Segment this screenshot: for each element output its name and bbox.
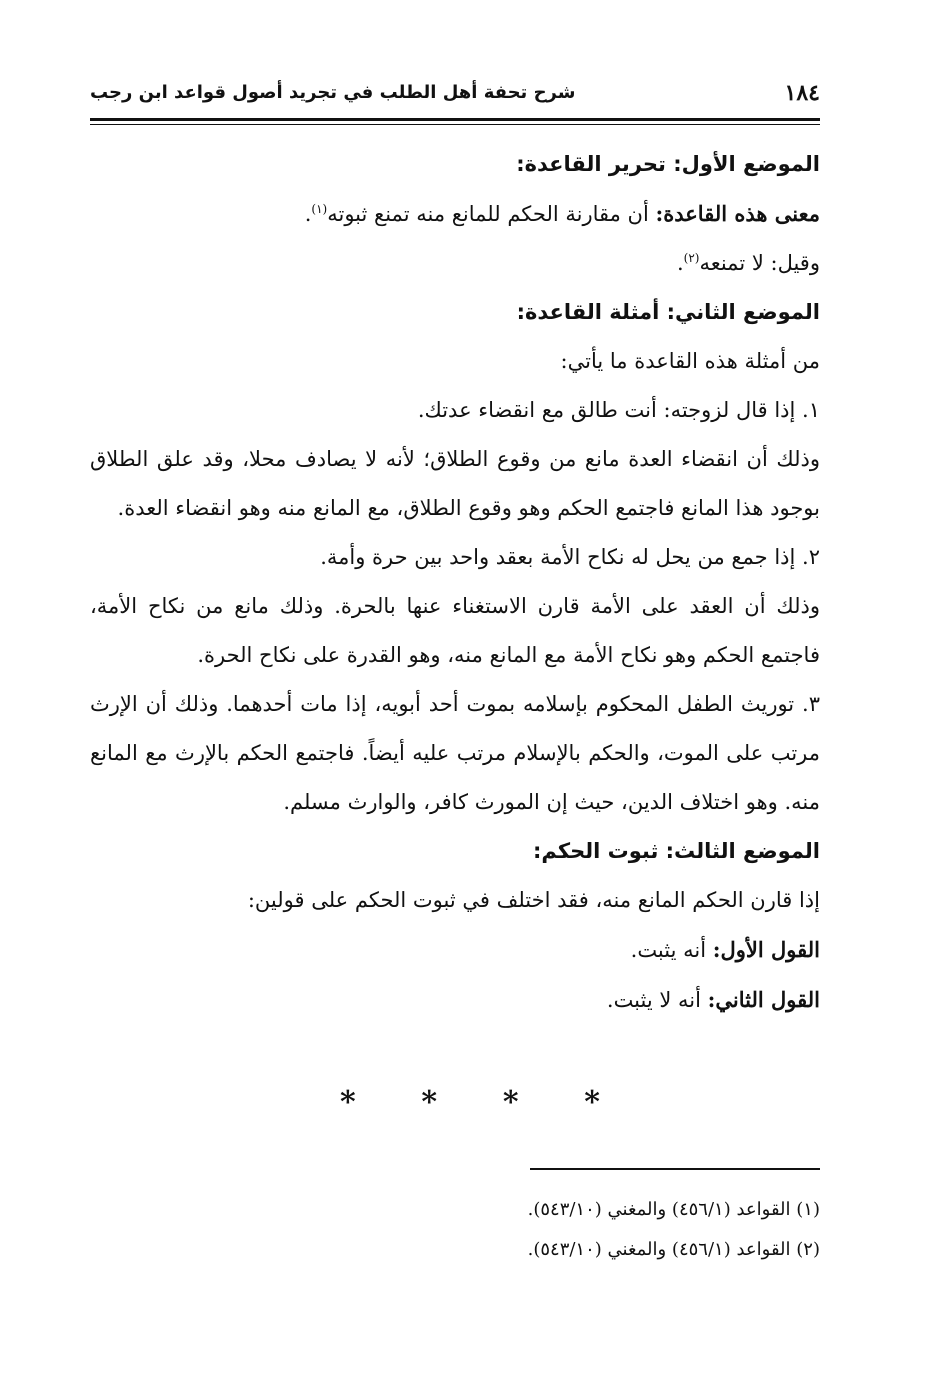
example-3: ٣. توريث الطفل المحكوم بإسلامه بموت أحد أبويه، إذا مات أحدهما. وذلك أن الإرث مرتب على الموت، والحكم بالإسلام مرتب عليه أيضاً. فاجتمع الحكم بالإرث مع المانع منه. وهو اختلاف الدين، حيث إن المورث كافر، والوارث مسلم. [90,692,820,814]
main-text [90,140,820,1025]
footnote-2: (٢) القواعد (٤٥٦/١) والمغني (٥٤٣/١٠). [527,1239,820,1260]
examples-intro: من أمثلة هذه القاعدة ما يأتي: [560,349,820,373]
running-title: شرح تحفة أهل الطلب في تجريد أصول قواعد ابن رجب [90,82,576,103]
header-rule-thin [90,124,820,125]
section-1-heading: الموضع الأول: تحرير القاعدة: [516,152,820,176]
footnote-ref-2: (٢) [683,251,700,265]
footnotes [90,1190,820,1270]
footnote-rule [530,1168,820,1170]
page-number: ١٨٤ [784,80,820,106]
separator-star: * [502,1085,519,1120]
alternate-opinion-text: وقيل: لا تمنعه [699,251,820,275]
section-separator [340,1085,600,1125]
separator-star: * [340,1085,356,1120]
opinion-1 [90,925,820,975]
example-1-explanation: وذلك أن انقضاء العدة مانع من وقوع الطلاق؛ لأنه لا يصادف محلا، وقد علق الطلاق بوجود هذا المانع فاجتمع الحكم وهو وقوع الطلاق، مع المانع منه وهو انقضاء العدة. [90,447,820,520]
example-2-explanation: وذلك أن العقد على الأمة قارن الاستغناء عنها بالحرة. وذلك مانع من نكاح الأمة، فاجتمع الحكم وهو نكاح الأمة مع المانع منه، وهو القدرة على نكاح الحرة. [90,594,820,667]
separator-star: * [421,1085,438,1120]
footnote-ref-1: (١) [311,202,328,216]
example-1: ١. إذا قال لزوجته: أنت طالق مع انقضاء عدتك. [417,398,820,422]
opinion-2-label: القول الثاني: [707,987,820,1012]
alternate-opinion: وقيل: لا تمنعه$^{(٢)}$. [676,251,820,275]
example-2: ٢. إذا جمع من يحل له نكاح الأمة بعقد واحد بين حرة وأمة. [320,545,820,569]
footnote-1: (١) القواعد (٤٥٦/١) والمغني (٥٤٣/١٠). [527,1199,820,1220]
rule-meaning-text: أن مقارنة الحكم للمانع منه تمنع ثبوته [327,202,656,226]
rule-meaning-label: معنى هذه القاعدة: [655,201,820,226]
separator-star: * [584,1085,600,1120]
opinion-2-text: أنه لا يثبت. [606,988,708,1012]
section-3-heading: الموضع الثالث: ثبوت الحكم: [533,839,820,863]
rule-meaning: معنى هذه القاعدة: أن مقارنة الحكم للمانع منه تمنع ثبوته$^{(١)}$. [304,201,820,226]
opinion-1-text: أنه يثبت. [630,938,713,962]
opinions-intro: إذا قارن الحكم المانع منه، فقد اختلف في ثبوت الحكم على قولين: [247,888,820,912]
section-2-heading: الموضع الثاني: أمثلة القاعدة: [516,300,820,324]
opinion-2 [90,975,820,1025]
header-rule-thick [90,118,820,121]
page-header [90,80,820,116]
opinion-1-label: القول الأول: [712,937,820,962]
